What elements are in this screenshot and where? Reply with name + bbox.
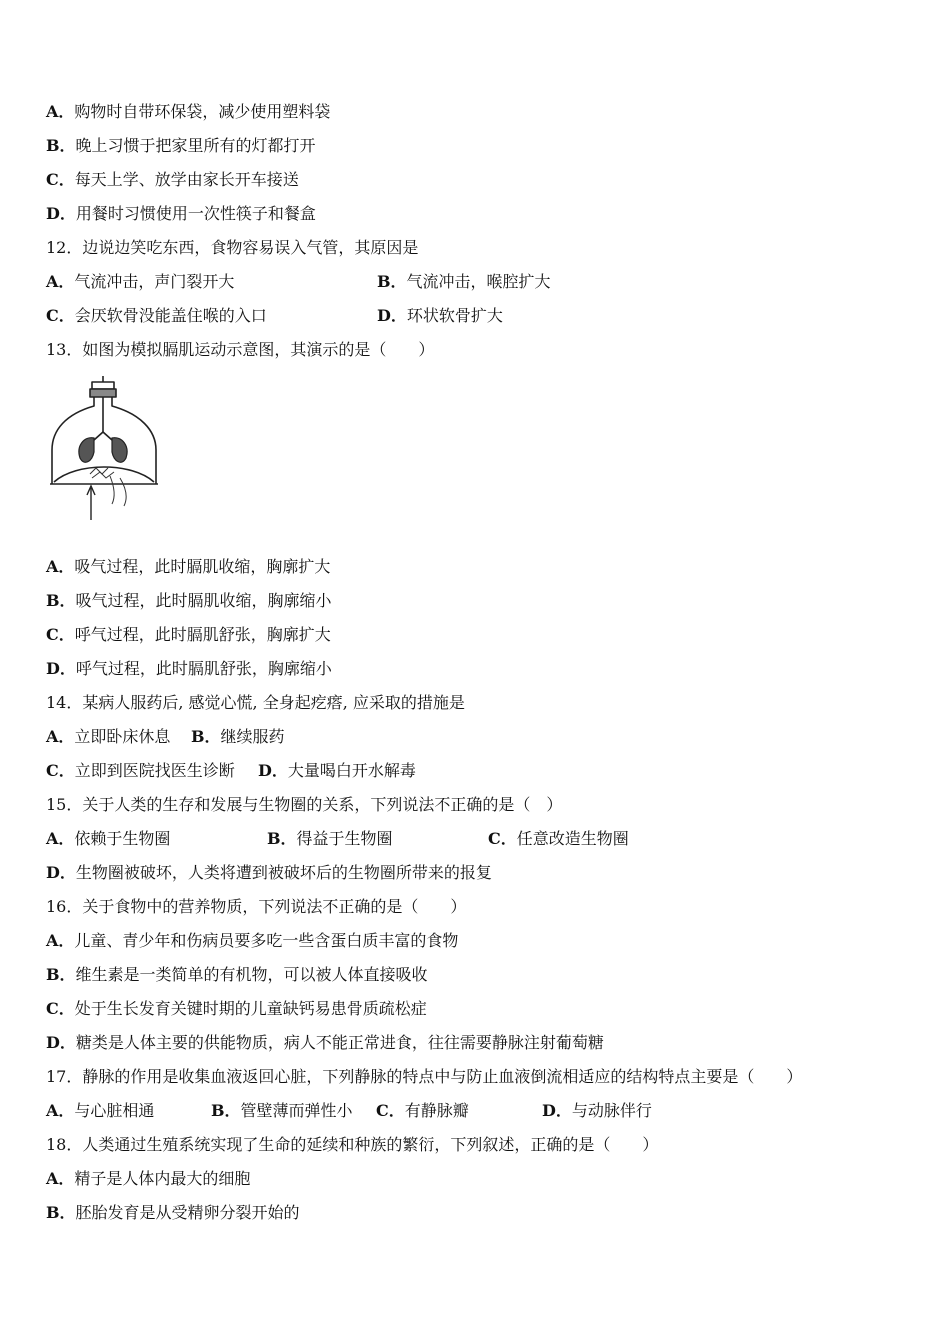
q15-option-b: B．得益于生物圈 [267,829,393,848]
q16-stem: 16．关于食物中的营养物质，下列说法不正确的是（ ） [46,897,467,916]
q12-stem: 12．边说边笑吃东西，食物容易误入气管，其原因是 [46,238,419,257]
q16-option-c: C．处于生长发育关键时期的儿童缺钙易患骨质疏松症 [46,999,427,1018]
q14-stem: 14．某病人服药后, 感觉心慌, 全身起疙瘩, 应采取的措施是 [46,693,465,712]
q14-option-a: A．立即卧床休息 [46,727,171,746]
q15-stem: 15．关于人类的生存和发展与生物圈的关系，下列说法不正确的是（ ） [46,795,563,814]
q18-stem: 18．人类通过生殖系统实现了生命的延续和种族的繁衍，下列叙述，正确的是（ ） [46,1135,659,1154]
q17-stem: 17．静脉的作用是收集血液返回心脏，下列静脉的特点中与防止血液倒流相适应的结构特点主要是（ ） [46,1067,803,1086]
q15-option-c: C．任意改造生物圈 [488,829,629,848]
q15-option-d: D．生物圈被破坏，人类将遭到被破坏后的生物圈所带来的报复 [46,863,492,882]
q14-option-d: D．大量喝白开水解毒 [258,761,416,780]
q17-option-c: C．有静脉瓣 [376,1101,469,1120]
q11-option-b: B．晚上习惯于把家里所有的灯都打开 [46,136,316,155]
q13-option-c: C．呼气过程，此时膈肌舒张，胸廓扩大 [46,625,331,644]
membrane-string [120,478,126,506]
q14-option-c: C．立即到医院找医生诊断 [46,761,235,780]
q17-option-a: A．与心脏相通 [46,1101,155,1120]
q14-option-b: B．继续服药 [191,727,285,746]
q12-option-d: D．环状软骨扩大 [377,306,503,325]
q16-option-a: A．儿童、青少年和伤病员要多吃一些含蛋白质丰富的食物 [46,931,459,950]
left-balloon [79,438,94,463]
q11-option-d: D．用餐时习惯使用一次性筷子和餐盒 [46,204,316,223]
stopper [90,389,116,397]
q13-option-d: D．呼气过程，此时膈肌舒张，胸廓缩小 [46,659,332,678]
q13-option-b: B．吸气过程，此时膈肌收缩，胸廓缩小 [46,591,332,610]
q18-option-a: A．精子是人体内最大的细胞 [46,1169,251,1188]
q11-option-a: A．购物时自带环保袋，减少使用塑料袋 [46,102,331,121]
q16-option-d: D．糖类是人体主要的供能物质，病人不能正常进食，往往需要静脉注射葡萄糖 [46,1033,604,1052]
q12-option-c: C．会厌软骨没能盖住喉的入口 [46,306,267,325]
rubber-membrane [54,467,154,482]
q11-option-c: C．每天上学、放学由家长开车接送 [46,170,299,189]
right-balloon [112,438,127,463]
q12-option-b: B．气流冲击，喉腔扩大 [377,272,551,291]
q13-option-a: A．吸气过程，此时膈肌收缩，胸廓扩大 [46,557,331,576]
right-bronchus [103,432,112,440]
q12-option-a: A．气流冲击，声门裂开大 [46,272,235,291]
q16-option-b: B．维生素是一类简单的有机物，可以被人体直接吸收 [46,965,428,984]
q18-option-b: B．胚胎发育是从受精卵分裂开始的 [46,1203,300,1222]
q17-option-b: B．管壁薄而弹性小 [211,1101,353,1120]
diaphragm-model-figure [46,374,166,524]
membrane-string [110,476,114,504]
q15-option-a: A．依赖于生物圈 [46,829,171,848]
bell-jar [52,397,156,484]
q17-option-d: D．与动脉伴行 [542,1101,652,1120]
q13-stem: 13．如图为模拟膈肌运动示意图，其演示的是（ ） [46,340,435,359]
left-bronchus [94,432,103,440]
stopper-top [92,382,114,389]
